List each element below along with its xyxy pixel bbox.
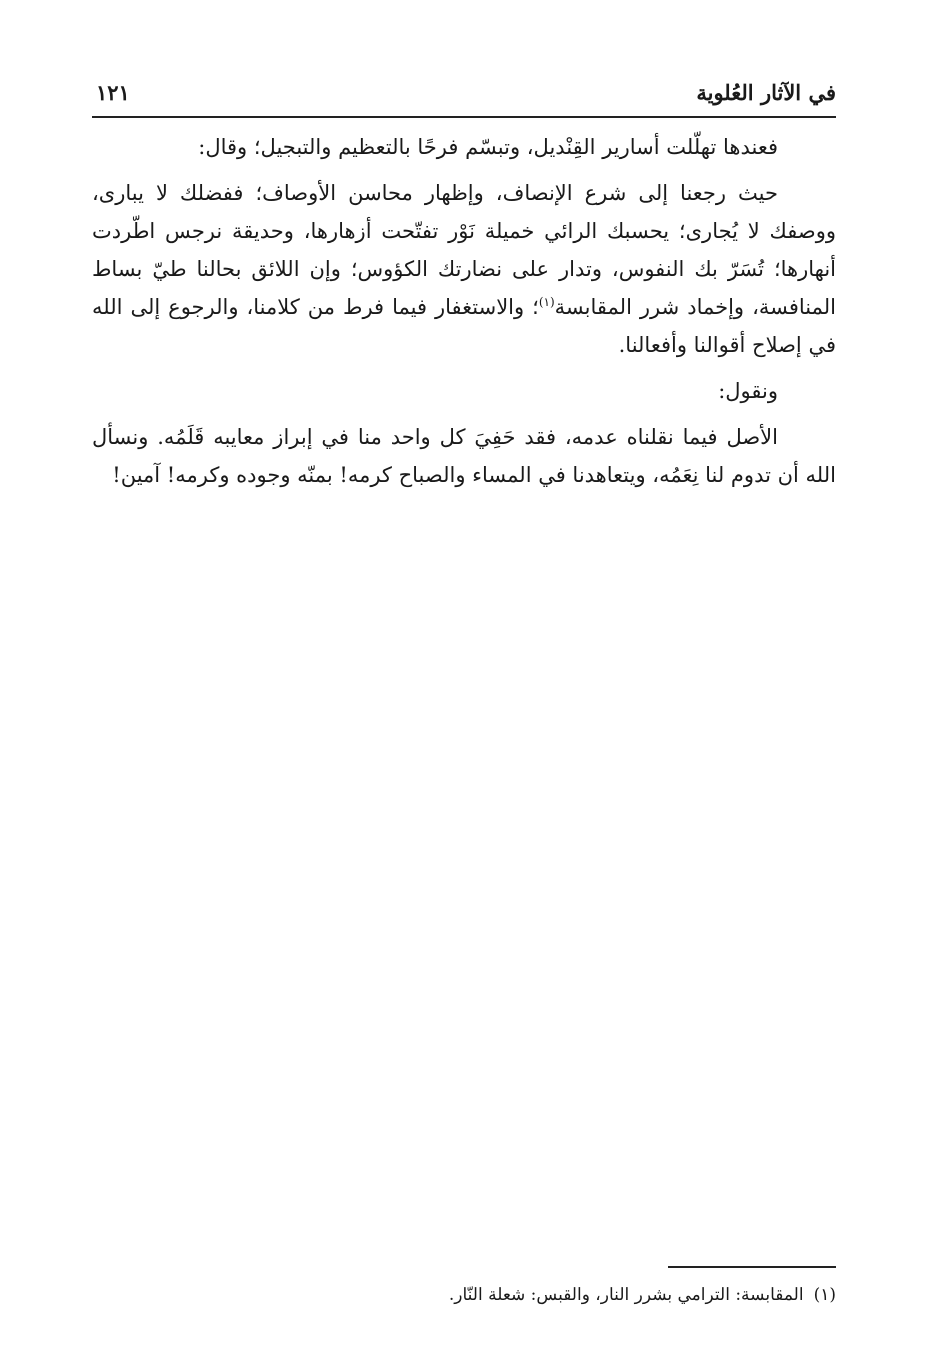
paragraph-2-text-continued: ؛ والاستغفار فيما فرط من كلامنا، والرجوع إلى الله في إصلاح أقوالنا وأفعالنا. (92, 295, 836, 357)
footnote-number: (١) (813, 1285, 836, 1305)
paragraph-3: ونقول: (718, 379, 778, 403)
footnote-reference[interactable]: (١) (538, 295, 555, 309)
paragraph-4: الأصل فيما نقلناه عدمه، فقد حَفِيَ كل واحد منا في إبراز معايبه قَلَمُه. ونسأل الله أن تدوم لنا نِعَمُه، ويتعاهدنا في المساء والصباح كرمه! بمنّه وجوده وكرمه! آمين! (92, 425, 836, 487)
main-text (92, 128, 836, 502)
header-rule (92, 116, 836, 118)
paragraph-2 (92, 174, 836, 364)
paragraph-1: فعندها تهلّلت أسارير القِنْديل، وتبسّم فرحًا بالتعظيم والتبجيل؛ وقال: (198, 135, 778, 159)
running-title: في الآثار العُلوية (696, 80, 836, 105)
page-number: ١٢١ (96, 80, 130, 105)
running-header (92, 74, 836, 114)
footnote-rule (668, 1266, 836, 1268)
footnote-text: المقابسة: الترامي بشرر النار، والقبس: شعلة النّار. (448, 1285, 804, 1305)
paragraph-2-text: حيث رجعنا إلى شرع الإنصاف، وإظهار محاسن الأوصاف؛ ففضلك لا يبارى، ووصفك لا يُجارى؛ يحسبك الرائي خميلة نَوْر تفتّحت أزهارها، وحديقة نرجس اطّردت أنهارها؛ تُسَرّ بك النفوس، وتدار على نضارتك الكؤوس؛ وإن اللائق بحالنا طيّ بساط المنافسة، وإخماد شرر المقابسة (92, 181, 836, 319)
footnote (92, 1282, 836, 1308)
